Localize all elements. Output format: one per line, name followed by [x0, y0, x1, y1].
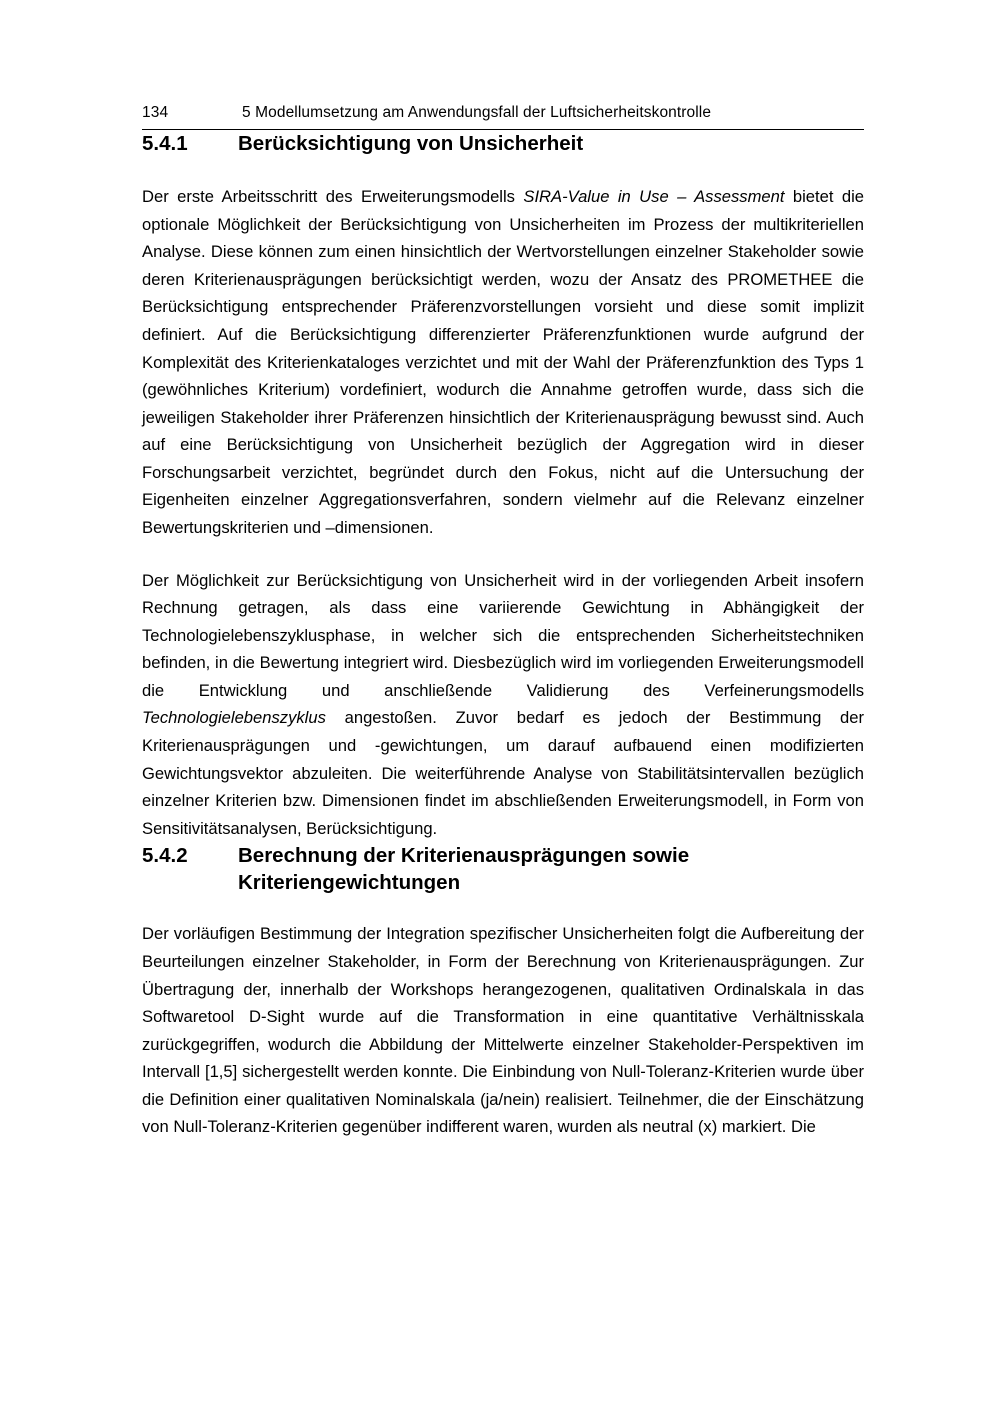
- paragraph-part: Der erste Arbeitsschritt des Erweiterungsmodells: [142, 187, 524, 207]
- paragraph-part: Der vorläufigen Bestimmung der Integration spezifischer Unsicherheiten folgt die Aufbereitung der Beurteilungen einzelner Stakeholder, in Form der Berechnung von Kriterienausprägungen. Zur Übertragung der, innerhalb der Workshops herangezogenen, qualitativen Ordinalskala in das Softwaretool D-Sight wurde auf die Transformation in eine quantitative Verhältnisskala zurückgegriffen, wodurch die Abbildung der Mittelwerte einzelner Stakeholder-Perspektiven im Intervall [1,5] sichergestellt werden konnte. Die Einbindung von Null-Toleranz-Kriterien wurde über die Definition einer qualitativen Nominalskala (ja/nein) realisiert. Teilnehmer, die der Einschätzung von Null-Toleranz-Kriterien gegenüber indifferent waren, wurden als neutral (x) markiert. Die: [142, 924, 864, 1137]
- section-heading-542: [142, 842, 864, 896]
- section-title: [238, 842, 864, 896]
- paragraph-emphasis: Technologielebenszyklus: [142, 708, 326, 728]
- page-number: 134: [142, 104, 169, 121]
- section-number: 5.4.1: [142, 132, 188, 155]
- paragraph: [142, 183, 864, 542]
- page-content: [142, 104, 864, 1141]
- section-heading-541: [142, 130, 864, 157]
- section-title-line-1: Berechnung der Kriterienausprägungen sowie: [238, 844, 690, 868]
- running-head: [142, 104, 864, 130]
- section-title-line-2: Kriteriengewichtungen: [238, 871, 461, 895]
- paragraph: [142, 920, 864, 1141]
- paragraph-emphasis: SIRA-Value in Use – Assessment: [523, 187, 785, 207]
- section-title: Berücksichtigung von Unsicherheit: [238, 132, 584, 155]
- paragraph: [142, 567, 864, 843]
- section-number: 5.4.2: [142, 844, 188, 868]
- paragraph-part: Der Möglichkeit zur Berücksichtigung von Unsicherheit wird in der vorliegenden Arbeit insofern Rechnung getragen, als dass eine variierende Gewichtung in Abhängigkeit der Technologielebenszyklusphase, in welcher sich die entsprechenden Sicherheitstechniken befinden, in die Bewertung integriert wird. Diesbezüglich wird im vorliegenden Erweiterungsmodell die Entwicklung und anschließende Validierung des Verfeinerungsmodells: [142, 570, 864, 700]
- paragraph-part: bietet die optionale Möglichkeit der Berücksichtigung von Unsicherheiten im Prozess der multikriteriellen Analyse. Diese können zum einen hinsichtlich der Wertvorstellungen einzelner Stakeholder sowie deren Kriterienausprägungen berücksichtigt werden, wozu der Ansatz des PROMETHEE die Berücksichtigung entsprechender Präferenzvorstellungen vorsieht und diese somit implizit definiert. Auf die Berücksichtigung differenzierter Präferenzfunktionen wurde aufgrund der Komplexität des Kriterienkataloges verzichtet und mit der Wahl der Präferenzfunktion des Typs 1 (gewöhnliches Kriterium) vordefiniert, wodurch die Annahme getroffen wurde, dass sich die jeweiligen Stakeholder ihrer Präferenzen hinsichtlich der Kriterienausprägung bewusst sind. Auch auf eine Berücksichtigung von Unsicherheit bezüglich der Aggregation wird in dieser Forschungsarbeit verzichtet, begründet durch den Fokus, nicht auf die Untersuchung der Eigenheiten einzelner Aggregationsverfahren, sondern vielmehr auf die Relevanz einzelner Bewertungskriterien und –dimensionen.: [142, 187, 865, 537]
- paragraph-part: angestoßen. Zuvor bedarf es jedoch der Bestimmung der Kriterienausprägungen und -gewichtungen, um darauf aufbauend einen modifizierten Gewichtungsvektor abzuleiten. Die weiterführende Analyse von Stabilitätsintervallen bezüglich einzelner Kriterien bzw. Dimensionen findet im abschließenden Erweiterungsmodell, in Form von Sensitivitätsanalysen, Berücksichtigung.: [142, 708, 864, 838]
- chapter-title: 5 Modellumsetzung am Anwendungsfall der Luftsicherheitskontrolle: [242, 104, 712, 121]
